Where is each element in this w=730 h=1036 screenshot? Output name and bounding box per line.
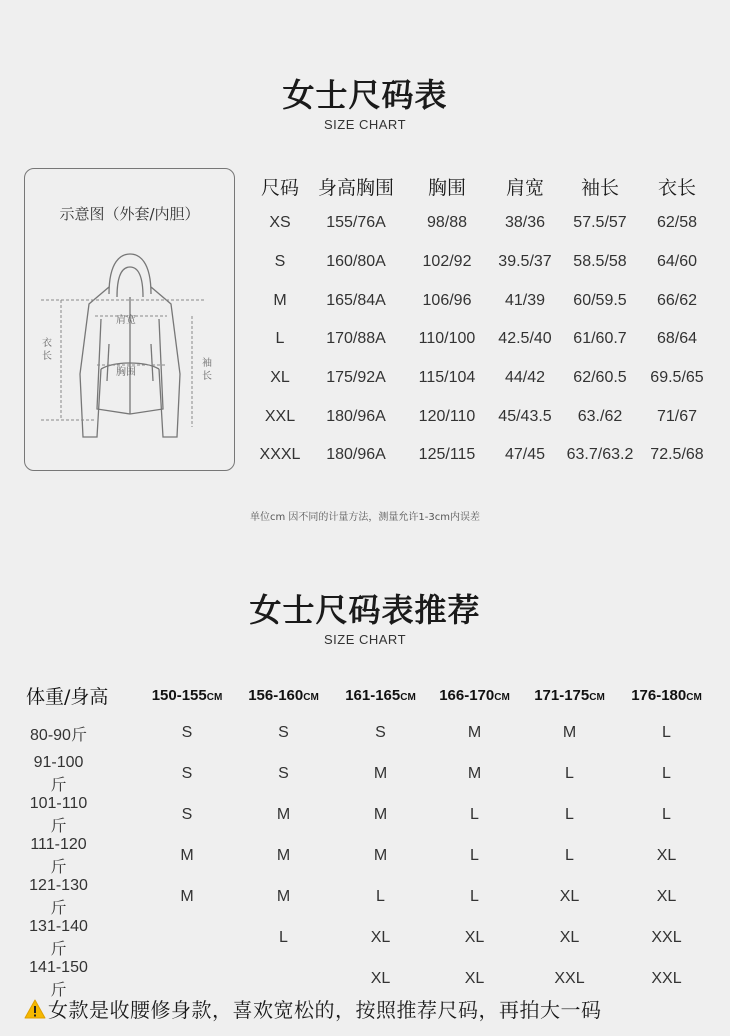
size-cell: 45/43.5 <box>498 407 552 425</box>
size-cell: 69.5/65 <box>650 369 704 387</box>
size-cell: M <box>273 291 287 309</box>
recommended-size-cell: L <box>662 806 671 824</box>
header-sleeve: 袖长 <box>580 176 619 199</box>
size-cell: XXXL <box>259 446 301 464</box>
recommended-size-cell: L <box>565 847 574 865</box>
recommended-size-cell: M <box>373 847 388 865</box>
size-cell: 63./62 <box>577 407 623 425</box>
size-cell: 66/62 <box>656 291 698 309</box>
height-header: 166-170CM <box>439 686 510 704</box>
recommended-size-cell: XL <box>559 888 580 906</box>
footer-text: 女款是收腰修身款，喜欢宽松的，按照推荐尺码，再拍大一码 <box>48 998 602 1022</box>
size-cell: 98/88 <box>426 214 468 232</box>
recommended-size-cell: S <box>375 724 386 742</box>
recommended-size-cell: XL <box>464 929 485 947</box>
size-row <box>252 320 714 359</box>
size-cell: 62/60.5 <box>573 369 627 387</box>
recommended-size-cell: L <box>470 888 479 906</box>
recommended-size-cell: M <box>562 724 577 742</box>
recommended-size-cell: S <box>278 724 289 742</box>
size-cell: 180/96A <box>326 407 386 425</box>
recommended-size-cell: L <box>279 929 288 947</box>
size-cell: 106/96 <box>422 291 472 309</box>
recommend-row <box>26 836 716 877</box>
recommended-size-cell: S <box>278 765 289 783</box>
recommended-size-cell: L <box>565 765 574 783</box>
size-cell: 60/59.5 <box>573 291 627 309</box>
recommended-size-cell: XL <box>656 888 677 906</box>
size-cell: 180/96A <box>326 446 386 464</box>
recommended-size-cell: XXL <box>651 970 682 988</box>
size-cell: 68/64 <box>656 330 698 348</box>
height-header: 176-180CM <box>631 686 702 704</box>
weight-cell: 101-110斤 <box>29 794 88 835</box>
recommended-size-cell: M <box>180 847 194 865</box>
height-header: 156-160CM <box>248 686 319 704</box>
size-cell: XXL <box>264 407 296 425</box>
size-cell: XS <box>269 214 291 232</box>
size-cell: 61/60.7 <box>573 330 627 348</box>
size-cell: 38/36 <box>504 214 546 232</box>
recommended-size-cell: M <box>467 724 482 742</box>
size-cell: 71/67 <box>656 407 698 425</box>
recommend-row <box>26 795 716 836</box>
header-length: 衣长 <box>657 176 696 199</box>
size-cell: 39.5/37 <box>498 253 552 271</box>
recommended-size-cell: XL <box>464 970 485 988</box>
recommend-row <box>26 918 716 959</box>
weight-cell: 141-150斤 <box>29 958 88 999</box>
recommended-size-cell: L <box>470 847 479 865</box>
recommended-size-cell: M <box>373 806 388 824</box>
size-cell: 115/104 <box>418 369 476 387</box>
sleeve-label: 袖长 <box>202 358 212 382</box>
size-row <box>252 281 714 320</box>
recommended-size-cell: L <box>376 888 385 906</box>
weight-cell: 121-130斤 <box>29 876 88 917</box>
size-cell: 110/100 <box>418 330 476 348</box>
warning-icon <box>24 999 46 1024</box>
size-cell: 64/60 <box>656 253 698 271</box>
size-row <box>252 359 714 398</box>
recommended-size-cell: L <box>565 806 574 824</box>
size-cell: 175/92A <box>326 369 386 387</box>
recommended-size-cell: S <box>181 765 193 783</box>
recommend-table <box>26 677 716 1000</box>
size-cell: 42.5/40 <box>498 330 552 348</box>
recommended-size-cell: XL <box>656 847 677 865</box>
recommend-row <box>26 713 716 754</box>
size-cell: 120/110 <box>418 407 476 425</box>
measurement-note: 单位cm 因不同的计量方法，测量允许1-3cm内误差 <box>250 512 480 523</box>
height-header: 161-165CM <box>345 686 416 704</box>
size-cell: 63.7/63.2 <box>566 446 634 464</box>
size-row <box>252 243 714 282</box>
shoulder-label: 肩宽 <box>116 315 136 326</box>
weight-cell: 91-100斤 <box>33 753 84 794</box>
size-cell: 125/115 <box>418 446 476 464</box>
chest-label: 胸围 <box>116 367 136 378</box>
size-row <box>252 436 714 475</box>
size-cell: XL <box>270 369 290 387</box>
size-cell: 72.5/68 <box>650 446 704 464</box>
size-cell: 47/45 <box>504 446 546 464</box>
recommend-row <box>26 877 716 918</box>
header-shoulder: 肩宽 <box>505 176 544 199</box>
size-cell: 57.5/57 <box>573 214 627 232</box>
height-header: 150-155CM <box>151 686 223 704</box>
size-cell: 102/92 <box>422 253 472 271</box>
height-header: 171-175CM <box>534 686 605 704</box>
recommend-header <box>26 677 716 713</box>
footer-notice <box>24 994 730 1024</box>
size-row <box>252 204 714 243</box>
recommended-size-cell: M <box>373 765 388 783</box>
recommended-size-cell: M <box>276 806 291 824</box>
size-cell: L <box>275 330 285 348</box>
size-cell: 62/58 <box>656 214 698 232</box>
weight-cell: 80-90斤 <box>30 726 87 744</box>
size-cell: S <box>274 253 286 271</box>
recommended-size-cell: L <box>662 765 671 783</box>
size-cell: 160/80A <box>326 253 386 271</box>
recommended-size-cell: L <box>662 724 671 742</box>
size-table-header <box>252 168 714 204</box>
header-size: 尺码 <box>260 176 299 199</box>
recommended-size-cell: XL <box>559 929 580 947</box>
recommend-subtitle: SIZE CHART <box>323 632 407 647</box>
corner-header: 体重/身高 <box>26 685 109 708</box>
recommended-size-cell: M <box>180 888 194 906</box>
header-height-chest: 身高胸围 <box>317 176 394 199</box>
weight-cell: 131-140斤 <box>29 917 88 958</box>
recommended-size-cell: S <box>181 724 193 742</box>
header-chest: 胸围 <box>427 176 466 199</box>
size-cell: 155/76A <box>326 214 386 232</box>
weight-cell: 111-120斤 <box>30 835 87 876</box>
size-cell: 165/84A <box>326 291 386 309</box>
recommended-size-cell: L <box>470 806 479 824</box>
recommended-size-cell: XL <box>370 929 391 947</box>
size-chart-title: 女士尺码表 <box>282 76 448 114</box>
recommended-size-cell: XXL <box>651 929 682 947</box>
size-row <box>252 397 714 436</box>
recommended-size-cell: M <box>276 888 291 906</box>
recommend-row <box>26 754 716 795</box>
recommended-size-cell: M <box>276 847 291 865</box>
size-table <box>252 168 714 475</box>
recommend-title: 女士尺码表推荐 <box>249 591 481 629</box>
size-cell: 41/39 <box>504 291 546 309</box>
length-label: 衣长 <box>42 338 52 362</box>
recommended-size-cell <box>141 918 233 959</box>
size-cell: 44/42 <box>504 369 546 387</box>
recommended-size-cell: S <box>181 806 193 824</box>
recommended-size-cell: XXL <box>554 970 585 988</box>
recommended-size-cell: XL <box>370 970 391 988</box>
size-chart-subtitle: SIZE CHART <box>323 117 407 132</box>
size-cell: 58.5/58 <box>573 253 627 271</box>
diagram-label: 示意图（外套/内胆） <box>59 205 200 223</box>
size-cell: 170/88A <box>326 330 386 348</box>
recommended-size-cell: M <box>467 765 482 783</box>
